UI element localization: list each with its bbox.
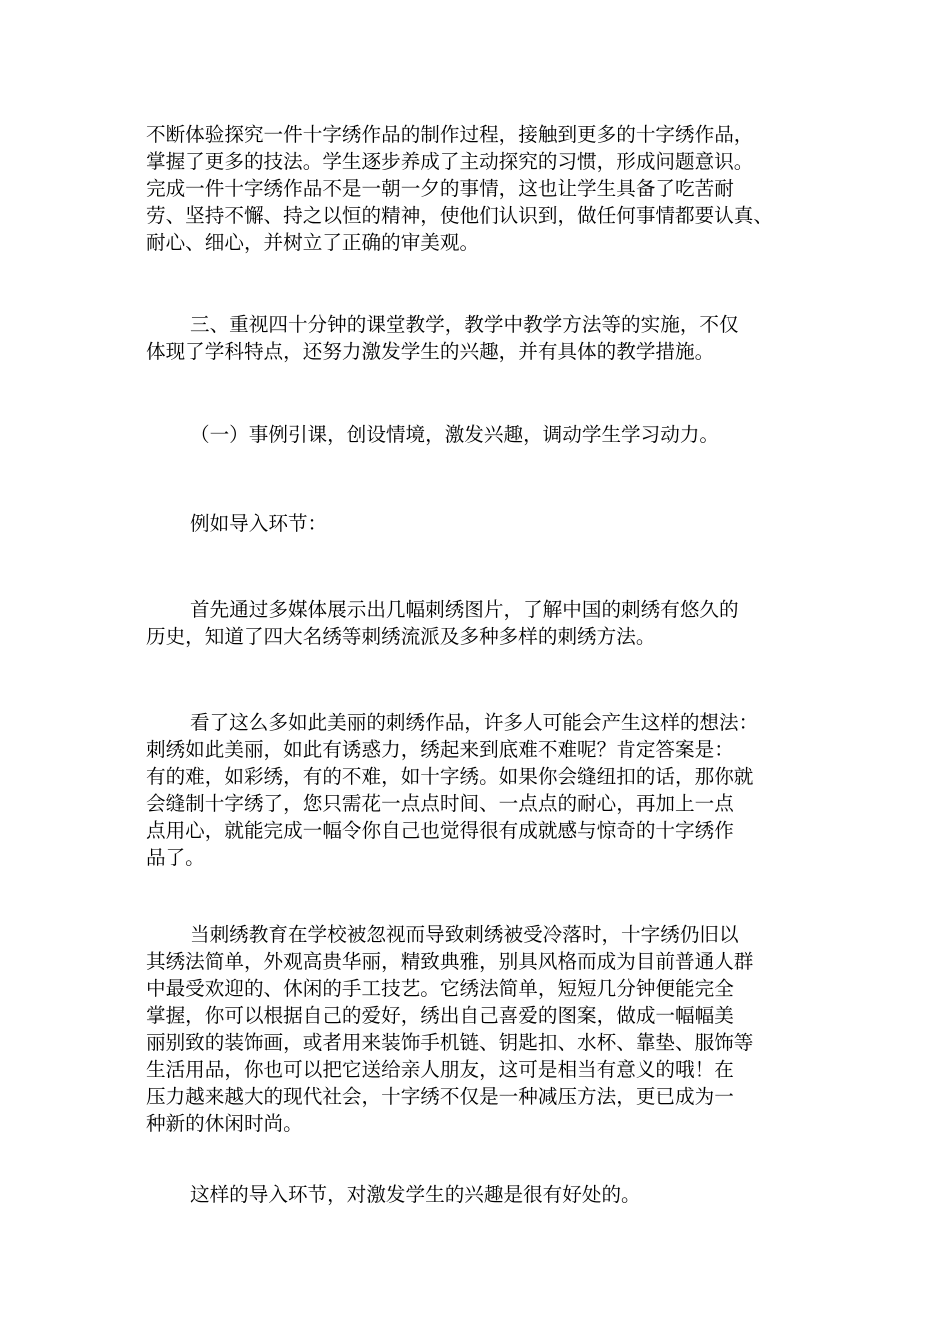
text-line: 点用心，就能完成一幅令你自己也觉得很有成就感与惊奇的十字绣作 [146,819,734,842]
text-line: 掌握了更多的技法。学生逐步养成了主动探究的习惯，形成问题意识。 [146,150,754,173]
text-line: 这样的导入环节，对激发学生的兴趣是很有好处的。 [190,1183,641,1206]
text-line: 首先通过多媒体展示出几幅刺绣图片，了解中国的刺绣有悠久的 [190,598,739,621]
paragraph-example-intro [146,510,814,537]
text-line: 当刺绣教育在学校被忽视而导致刺绣被受冷落时，十字绣仍旧以 [190,923,739,946]
text-line: 品了。 [146,846,205,869]
text-line: 生活用品，你也可以把它送给亲人朋友，这可是相当有意义的哦！在 [146,1058,734,1081]
text-line: 三、重视四十分钟的课堂教学，教学中教学方法等的实施，不仅 [190,313,739,336]
paragraph-conclusion [146,1181,814,1208]
text-line: 看了这么多如此美丽的刺绣作品，许多人可能会产生这样的想法： [190,711,759,734]
paragraph-embroidery-question [146,709,814,871]
text-line: 压力越来越大的现代社会，十字绣不仅是一种减压方法，更已成为一 [146,1085,734,1108]
text-line: 刺绣如此美丽，如此有诱惑力，绣起来到底难不难呢？肯定答案是： [146,738,734,761]
text-line: 体现了学科特点，还努力激发学生的兴趣，并有具体的教学措施。 [146,340,715,363]
paragraph-cross-stitch-popularity [146,921,814,1137]
text-line: 完成一件十字绣作品不是一朝一夕的事情，这也让学生具备了吃苦耐 [146,177,734,200]
text-line: 有的难，如彩绣，有的不难，如十字绣。如果你会缝纽扣的话，那你就 [146,765,754,788]
text-line: 劳、坚持不懈、持之以恒的精神，使他们认识到，做任何事情都要认真、 [146,204,773,227]
text-line: 历史，知道了四大名绣等刺绣流派及多种多样的刺绣方法。 [146,625,656,648]
text-line: 会缝制十字绣了，您只需花一点点时间、一点点的耐心，再加上一点 [146,792,734,815]
paragraph-subsection-one-heading [146,421,814,448]
text-line: 丽别致的装饰画，或者用来装饰手机链、钥匙扣、水杯、靠垫、服饰等 [146,1031,754,1054]
text-line: 例如导入环节： [190,512,328,535]
text-line: 不断体验探究一件十字绣作品的制作过程，接触到更多的十字绣作品， [146,123,754,146]
paragraph-cross-stitch-exploration [146,121,814,256]
text-line: 耐心、细心，并树立了正确的审美观。 [146,231,480,254]
text-line: 中最受欢迎的、休闲的手工技艺。它绣法简单，短短几分钟便能完全 [146,977,734,1000]
text-line: 掌握，你可以根据自己的爱好，绣出自己喜爱的图案，做成一幅幅美 [146,1004,734,1027]
paragraph-section-three-heading [146,311,814,365]
paragraph-multimedia-display [146,596,814,650]
text-line: （一）事例引课，创设情境，激发兴趣，调动学生学习动力。 [190,423,720,446]
text-line: 种新的休闲时尚。 [146,1112,303,1135]
text-line: 其绣法简单，外观高贵华丽，精致典雅，别具风格而成为目前普通人群 [146,950,754,973]
